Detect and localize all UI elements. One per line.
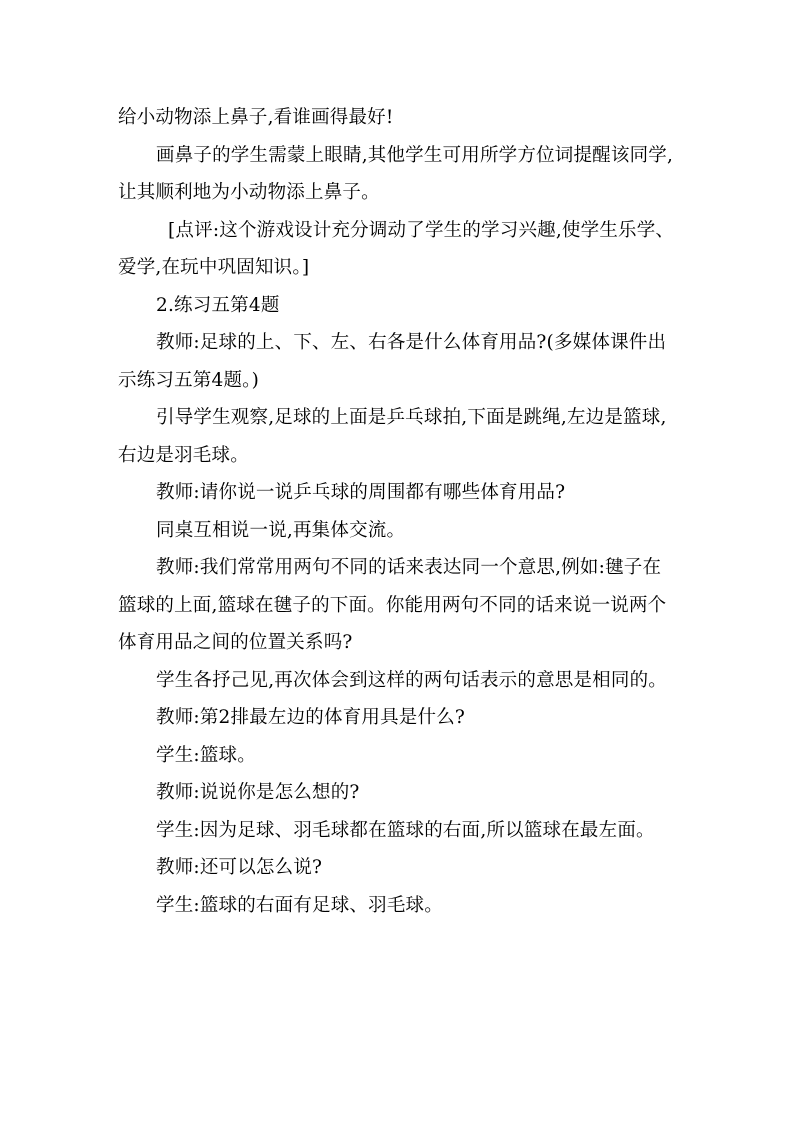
paragraph-student-answer-3: 学生:篮球的右面有足球、羽毛球。 bbox=[156, 894, 443, 916]
paragraph-student-answer-1: 学生:篮球。 bbox=[156, 744, 256, 766]
paragraph-teacher-question-4: 教师:说说你是怎么想的? bbox=[156, 782, 360, 803]
document-body bbox=[118, 99, 678, 924]
paragraph-teacher-question-5: 教师:还可以怎么说? bbox=[156, 857, 323, 878]
paragraph-student-reflection: 学生各抒己见,再次体会到这样的两句话表示的意思是相同的。 bbox=[156, 669, 667, 691]
paragraph-add-nose-prompt: 给小动物添上鼻子,看谁画得最好! bbox=[118, 107, 394, 128]
paragraph-peer-discussion: 同桌互相说一说,再集体交流。 bbox=[156, 519, 406, 541]
paragraph-exercise-heading: 2.练习五第4题 bbox=[156, 294, 280, 316]
paragraph-blindfold-instructions: 画鼻子的学生需蒙上眼睛,其他学生可用所学方位词提醒该同学,让其顺利地为小动物添上鼻子。 bbox=[118, 144, 674, 203]
paragraph-student-answer-2: 学生:因为足球、羽毛球都在篮球的右面,所以篮球在最左面。 bbox=[156, 819, 655, 841]
paragraph-teacher-question-1: 教师:足球的上、下、左、右各是什么体育用品?(多媒体课件出示练习五第4题。) bbox=[118, 332, 667, 391]
paragraph-teacher-example: 教师:我们常常用两句不同的话来表达同一个意思,例如:毽子在篮球的上面,篮球在毽子的下面。你能用两句不同的话来说一说两个体育用品之间的位置关系吗? bbox=[118, 557, 667, 653]
paragraph-commentary: [点评:这个游戏设计充分调动了学生的学习兴趣,使学生乐学、爱学,在玩中巩固知识。] bbox=[118, 219, 675, 278]
paragraph-teacher-question-2: 教师:请你说一说乒乓球的周围都有哪些体育用品? bbox=[156, 482, 566, 503]
paragraph-teacher-question-3: 教师:第2排最左边的体育用具是什么? bbox=[156, 707, 466, 728]
paragraph-observation-guide: 引导学生观察,足球的上面是乒乓球拍,下面是跳绳,左边是篮球,右边是羽毛球。 bbox=[118, 407, 667, 466]
